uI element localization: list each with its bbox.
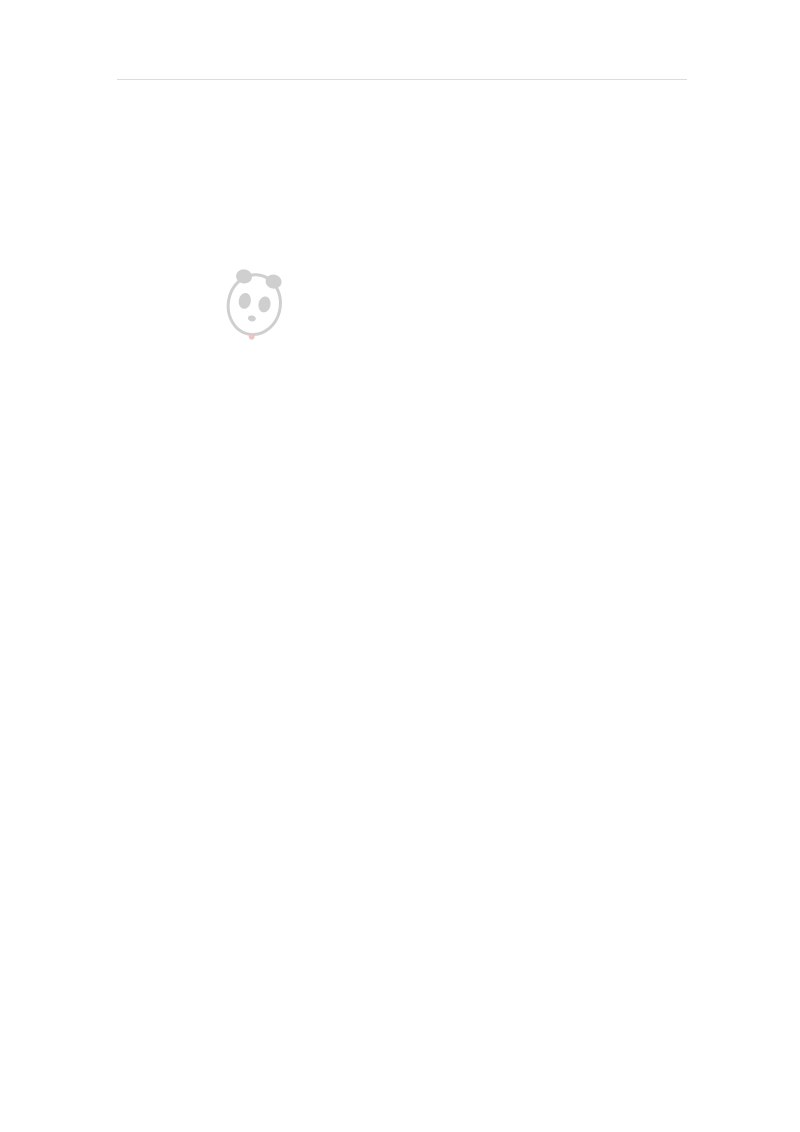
panda-logo-icon xyxy=(213,259,296,350)
question-divider xyxy=(117,79,687,80)
document-page xyxy=(117,60,687,80)
watermark xyxy=(201,259,454,447)
